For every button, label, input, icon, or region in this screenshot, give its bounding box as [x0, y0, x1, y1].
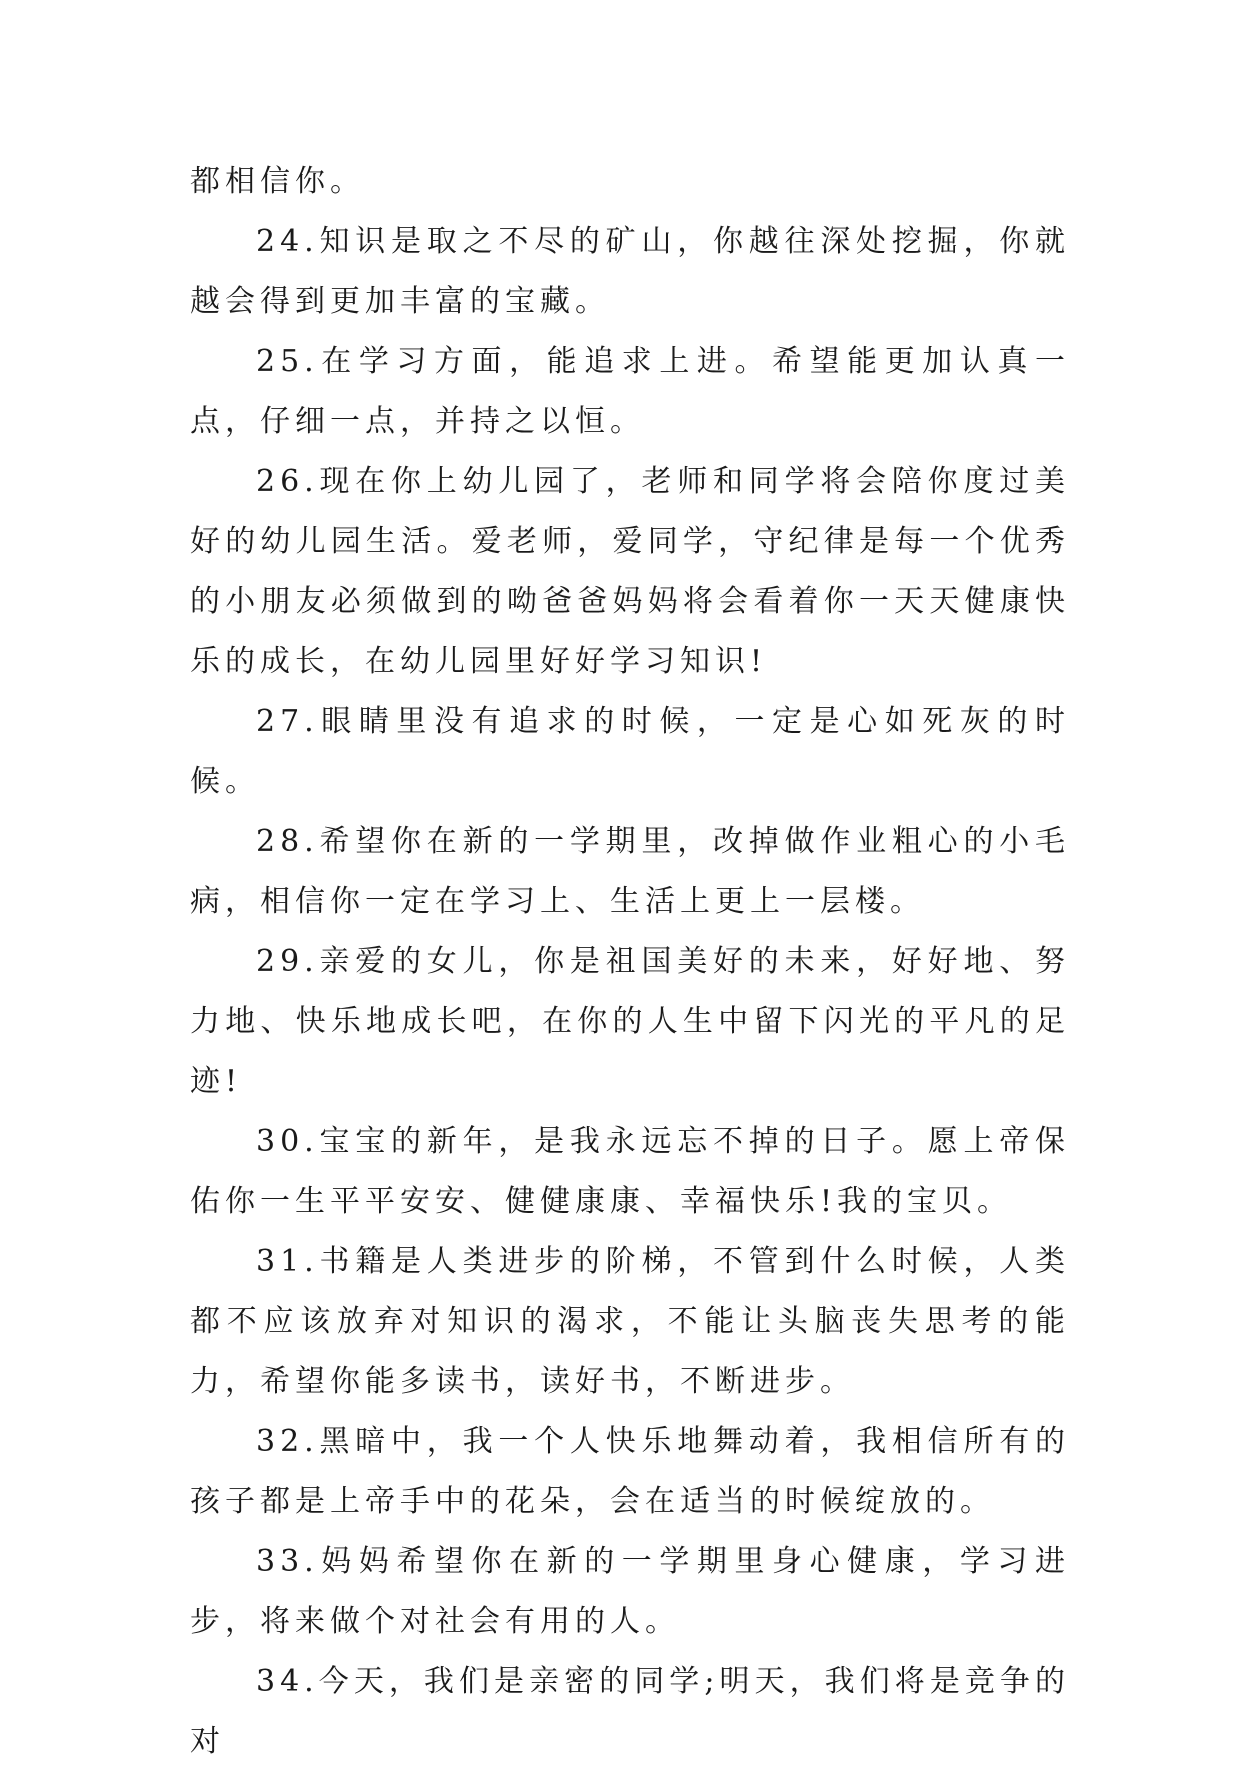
document-body	[190, 152, 1070, 1772]
paragraph-continuation: 都相信你。	[190, 164, 365, 199]
paragraph-34: 34.今天，我们是亲密的同学;明天，我们将是竞争的对	[190, 1664, 1070, 1759]
paragraph-24: 24.知识是取之不尽的矿山，你越往深处挖掘，你就越会得到更加丰富的宝藏。	[190, 224, 1070, 319]
paragraph-33: 33.妈妈希望你在新的一学期里身心健康，学习进步，将来做个对社会有用的人。	[190, 1544, 1070, 1639]
paragraph-26: 26.现在你上幼儿园了，老师和同学将会陪你度过美好的幼儿园生活。爱老师，爱同学，守纪律是每一个优秀的小朋友必须做到的呦爸爸妈妈将会看着你一天天健康快乐的成长，在幼儿园里好好学习知识!	[190, 464, 1070, 679]
paragraph-31: 31.书籍是人类进步的阶梯，不管到什么时候，人类都不应该放弃对知识的渴求，不能让头脑丧失思考的能力，希望你能多读书，读好书，不断进步。	[190, 1244, 1070, 1399]
paragraph-28: 28.希望你在新的一学期里，改掉做作业粗心的小毛病，相信你一定在学习上、生活上更上一层楼。	[190, 824, 1070, 919]
paragraph-32: 32.黑暗中，我一个人快乐地舞动着，我相信所有的孩子都是上帝手中的花朵，会在适当的时候绽放的。	[190, 1424, 1070, 1519]
paragraph-25: 25.在学习方面，能追求上进。希望能更加认真一点，仔细一点，并持之以恒。	[190, 344, 1070, 439]
paragraph-30: 30.宝宝的新年，是我永远忘不掉的日子。愿上帝保佑你一生平平安安、健健康康、幸福快乐!我的宝贝。	[190, 1124, 1070, 1219]
paragraph-27: 27.眼睛里没有追求的时候，一定是心如死灰的时候。	[190, 704, 1070, 799]
paragraph-29: 29.亲爱的女儿，你是祖国美好的未来，好好地、努力地、快乐地成长吧，在你的人生中留下闪光的平凡的足迹!	[190, 944, 1070, 1099]
